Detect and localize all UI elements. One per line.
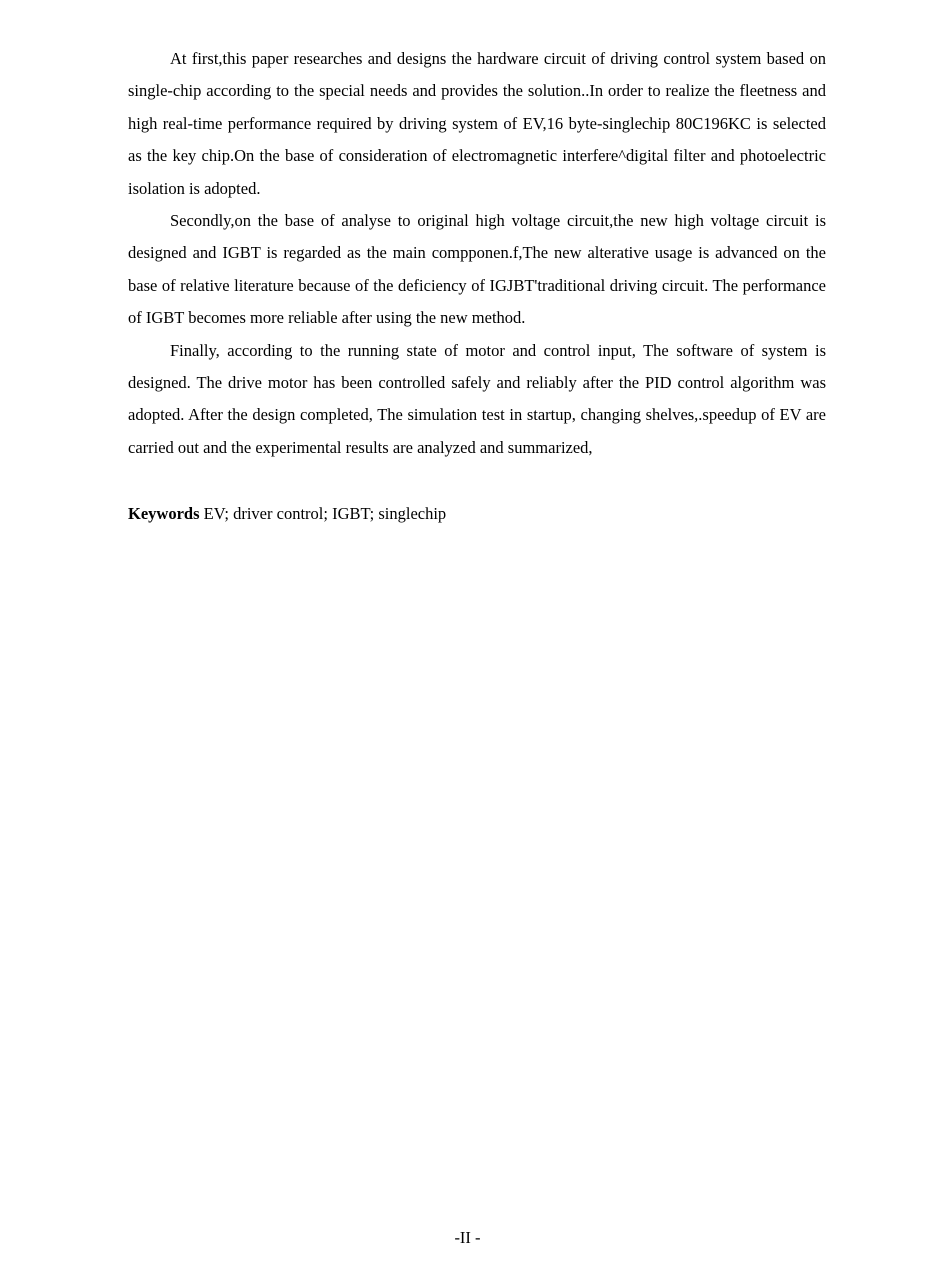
abstract-paragraph-2: Secondly,on the base of analyse to original high voltage circuit,the new high voltage circuit is designed and IGBT is regarded as the main compponen.f,The new alterative usage is advanced on the base of relative literature because of the deficiency of IGJBT'traditional driving circuit. The performance of IGBT becomes more reliable after using the new method. [128, 211, 826, 328]
abstract-paragraph-1: At first,this paper researches and designs the hardware circuit of driving control system based on single-chip according to the special needs and provides the solution..In order to realize the fleetness and high real-time performance required by driving system of EV,16 byte-singlechip 80C196KC is selected as the key chip.On the base of consideration of electromagnetic interfere^digital filter and photoelectric isolation is adopted. [128, 49, 826, 198]
keywords-value: EV; driver control; IGBT; singlechip [203, 504, 447, 523]
page-number: -II - [454, 1228, 481, 1247]
abstract-body [128, 43, 826, 464]
abstract-paragraph-3: Finally, according to the running state of motor and control input, The software of system is designed. The drive motor has been controlled safely and reliably after the PID control algorithm was adopted. After the design completed, The simulation test in startup, changing shelves,.speedup of EV are carried out and the experimental results are analyzed and summarized, [128, 340, 826, 457]
keywords-label: Keywords [128, 504, 200, 523]
keywords-line [128, 500, 826, 528]
